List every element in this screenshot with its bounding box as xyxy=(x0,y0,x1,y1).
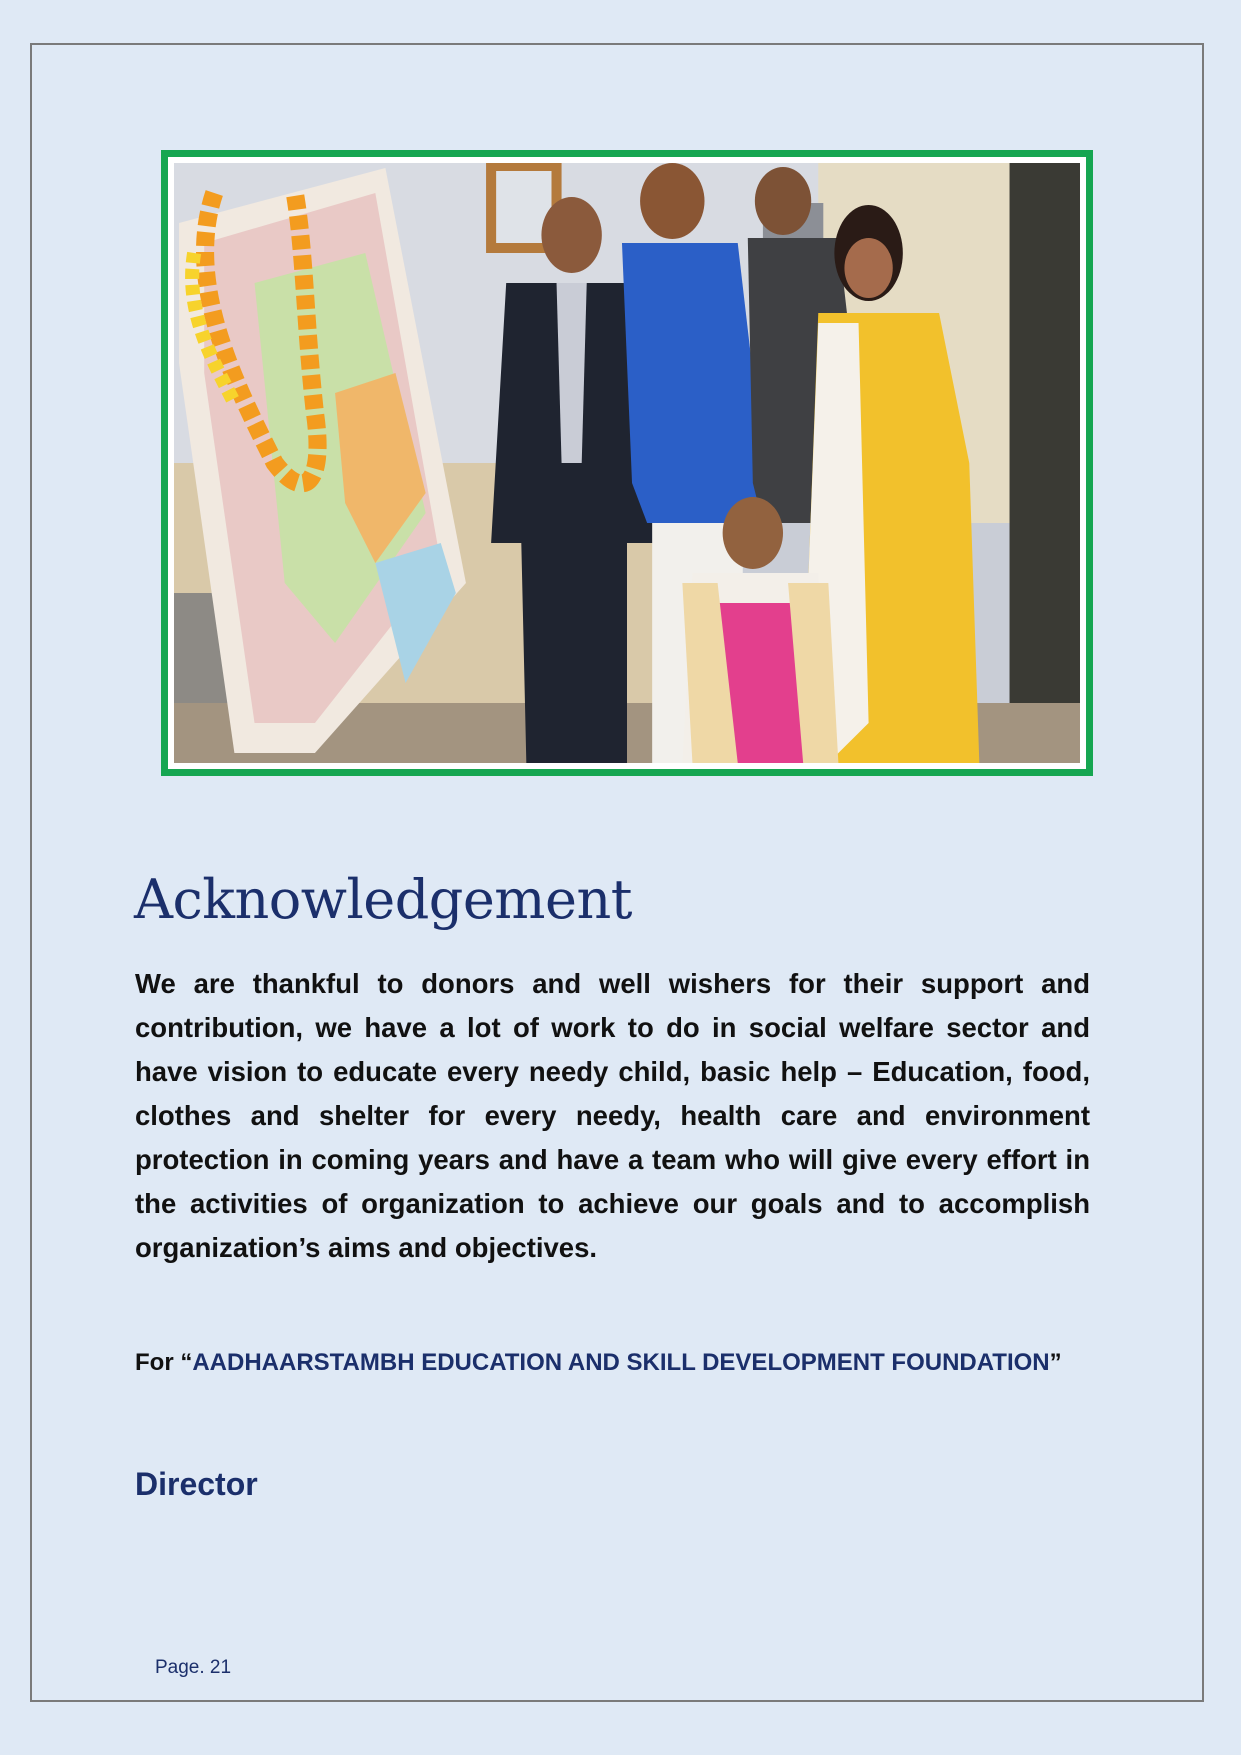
organization-name: AADHAARSTAMBH EDUCATION AND SKILL DEVELOPMENT FOUNDATION xyxy=(192,1349,1050,1376)
group-photo-image xyxy=(174,163,1080,763)
page-title: Acknowledgement xyxy=(134,868,632,931)
acknowledgement-paragraph: We are thankful to donors and well wishers for their support and contribution, we have a lot of work to do in social welfare sector and have vision to educate every needy child, basic help – Education, food, clothes and shelter for every needy, health care and environment protection in coming years and have a team who will give every effort in the activities of organization to achieve our goals and to accomplish organization’s aims and objectives. xyxy=(135,968,1090,1263)
group-photo xyxy=(168,157,1086,769)
group-photo-frame xyxy=(161,150,1093,776)
page-number: Page. 21 xyxy=(155,1657,232,1678)
signatory-title: Director xyxy=(135,1466,258,1502)
for-prefix: For “ xyxy=(135,1349,193,1376)
for-suffix: ” xyxy=(1049,1349,1062,1376)
organization-line xyxy=(135,1349,1062,1377)
